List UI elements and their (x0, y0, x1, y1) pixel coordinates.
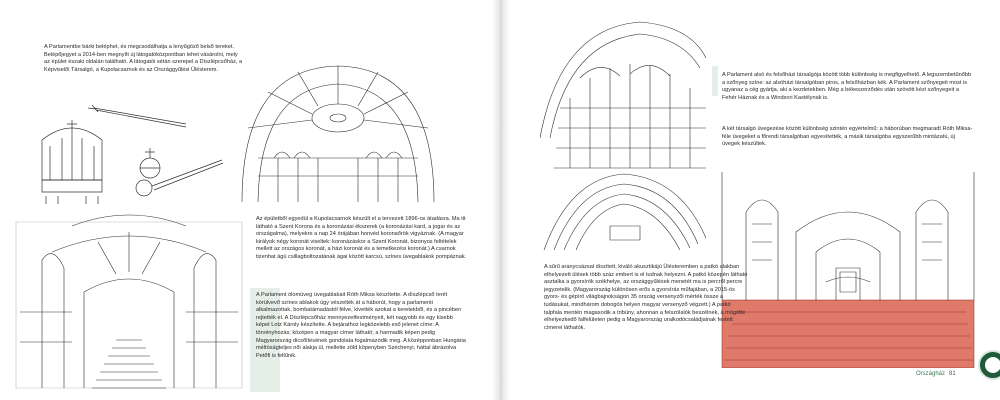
intro-paragraph: A Parlamentbe bárki beléphet, és megcsodálhatja a lenyűgöző belső tereket. Belépőjegyet a 2014-ben megnyílt új látogatóközpontban lehet vásárolni, mely az épület északi oldalán található. A látogatói sétán szerepel a Díszlépcsőház, a Képviselői Társalgó, a Kupolacsarnok és az Országgyűlési Ülésterem. (44, 44, 243, 73)
footer-label: Országház (916, 371, 946, 377)
dome-hall-illustration (238, 58, 438, 202)
hall-paragraph: A sűrű aranycsázsal díszített, kiváló akusztikájú Ülésteremben a patkó alakban elhelyezett ülések több száz embert is el tudnak helyezni. A patkó közepén látható asztalka a gyorsírók székhelye, az országgyűlések menetét ma is percről percre jegyzetelik. (Magyarország különösen erős a gyorsírás műfajában, a 2015-ös gyors- és gépíró világbajnokságon 35 ország versenyzői mérték össze a tudásukat, mindhárom dobogós helyen magyar versenyző végzett.) A patkó talpfala mentén magasodik a tribüny, ahonnan a felszólalók beszélnek, a mögötte elhelyezkedő falfelületen pedig a Magyarország uralkodócsaládjainak festett címerei láthatók. (544, 264, 748, 331)
lounge-illustration (716, 172, 980, 368)
crown-paragraph: Az épületből egyedül a Kupolacsarnok készült el a tervezett 1896-os átadásra. Ma itt látható a Szent Korona és a koronázási ékszerek (a koronázási kard, a jogar és az országalma), melyekre a nap 24 órájában honvéd koronaőrök vigyáznak. (A magyar királyok négy koronát viseltek: koronázáskor a Szent Koronát, bizonyos feltételek mellett az országos koronát, a házi koronát és a temetkezési koronát.) A csarnok tizenhat ágú csillagboltozatának ágai között karcsú, színes üvegablakok pompáznak. (256, 216, 467, 260)
crown-jewels-illustration (36, 100, 236, 206)
page-number: 81 (949, 371, 956, 377)
green-accent-bar (712, 66, 718, 96)
glass-paragraph: A Parlament ólomüveg üvegablakait Róth Miksa készítette. A díszlépcső terét körülvevő színes ablakok úgy vészelték át a háborút, hogy a parlamenti alkalmazottak, bombatámadástól félve, kivették azokat a keretekből, és a pincében rejtették el. A Díszlépcsőház mennyezetfestményeit, két nagyobb és egy kisebb képet Lotz Károly készítette. A bejárathoz legközelebb eső jelenet címe: A törvényhozás; középen a magyar címer látható; a harmadik képen pedig Magyarország dicsőítésének gondolata fogalmazódik meg. A középponban Hungária méltóságteljes női alakja ül, mellette zöld köpenyben Széchenyi, háttal ábrázolva Petőfi is feltűnik. (256, 292, 466, 359)
seal-inner-icon (985, 357, 1000, 373)
page-footer (916, 371, 956, 377)
grand-staircase-illustration (12, 212, 246, 390)
right-page (500, 0, 1000, 400)
lounges-paragraph: A Parlament alsó és felsőházi társalgója között több különbség is megfigyelhető. A legszembetűnőbb a szőnyeg színe: az alsóházi társalgóban piros, a felsőházban kék. A Parlament szőnyegeit most is ugyanaz a cég gyártja, aki a kezdetekben. Még a békeszerződés után szövött kézi szőnyegeit a Fehér Háznak és a Windsori Kastélynak is. (722, 72, 972, 101)
book-gutter (492, 0, 510, 400)
assembly-hall-illustration (540, 18, 708, 250)
parliament-seal-icon (978, 350, 1000, 380)
windows-paragraph: A két társalgó üvegezése között különbség szintén egyértelmű: a háborúban megmaradt Róth Miksa-féle üvegeket a főrendi társalgóban egyesítették, a másik társalgóba egyszerűbb mintázatú, új üvegek készültek. (722, 126, 973, 148)
